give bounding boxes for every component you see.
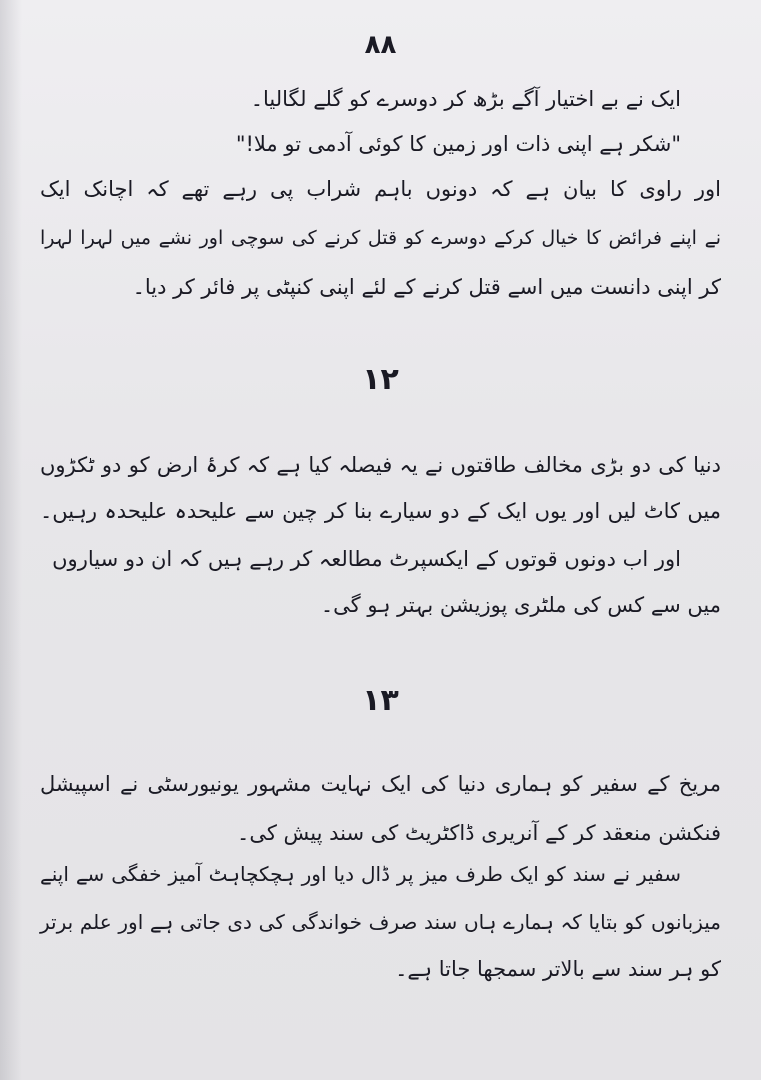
- paragraph-line: میں کاٹ لیں اور یوں ایک کے دو سیارے بنا کر چین سے علیحدہ علیحدہ رہیں۔: [40, 499, 721, 523]
- paragraph-line: کر اپنی دانست میں اسے قتل کرنے کے لئے اپنی کنپٹی پر فائر کر دیا۔: [132, 275, 721, 299]
- paragraph-line: کو ہر سند سے بالاتر سمجھا جاتا ہے۔: [395, 957, 721, 981]
- paragraph-line: ایک نے بے اختیار آگے بڑھ کر دوسرے کو گلے لگالیا۔: [250, 87, 681, 111]
- paragraph-line: مریخ کے سفیر کو ہماری دنیا کی ایک نہایت مشہور یونیورسٹی نے اسپیشل: [40, 772, 721, 796]
- paragraph-line: نے اپنے فرائض کا خیال کرکے دوسرے کو قتل کرنے کی سوچی اور نشے میں لہرا لہرا: [40, 227, 721, 249]
- paragraph-line: میں سے کس کی ملٹری پوزیشن بہتر ہو گی۔: [320, 593, 721, 617]
- paragraph-line: "شکر ہے اپنی ذات اور زمین کا کوئی آدمی تو ملا!": [235, 132, 681, 156]
- paragraph-line: میزبانوں کو بتایا کہ ہمارے ہاں سند صرف خواندگی کی دی جاتی ہے اور علم برتر: [40, 910, 721, 934]
- paragraph-line: اور اب دونوں قوتوں کے ایکسپرٹ مطالعہ کر رہے ہیں کہ ان دو سیاروں: [52, 547, 681, 571]
- paragraph-line: سفیر نے سند کو ایک طرف میز پر ڈال دیا اور ہچکچاہٹ آمیز خفگی سے اپنے: [40, 862, 681, 886]
- paragraph-line: فنکشن منعقد کر کے آنریری ڈاکٹریٹ کی سند پیش کی۔: [237, 821, 721, 845]
- section-number: ۱۳: [362, 683, 399, 718]
- page-number: ۸۸: [364, 30, 397, 60]
- paragraph-line: اور راوی کا بیان ہے کہ دونوں باہم شراب پی رہے تھے کہ اچانک ایک: [40, 177, 721, 201]
- section-number: ۱۲: [362, 362, 399, 397]
- paragraph-line: دنیا کی دو بڑی مخالف طاقتوں نے یہ فیصلہ کیا ہے کہ کرۂ ارض کو دو ٹکڑوں: [40, 453, 721, 477]
